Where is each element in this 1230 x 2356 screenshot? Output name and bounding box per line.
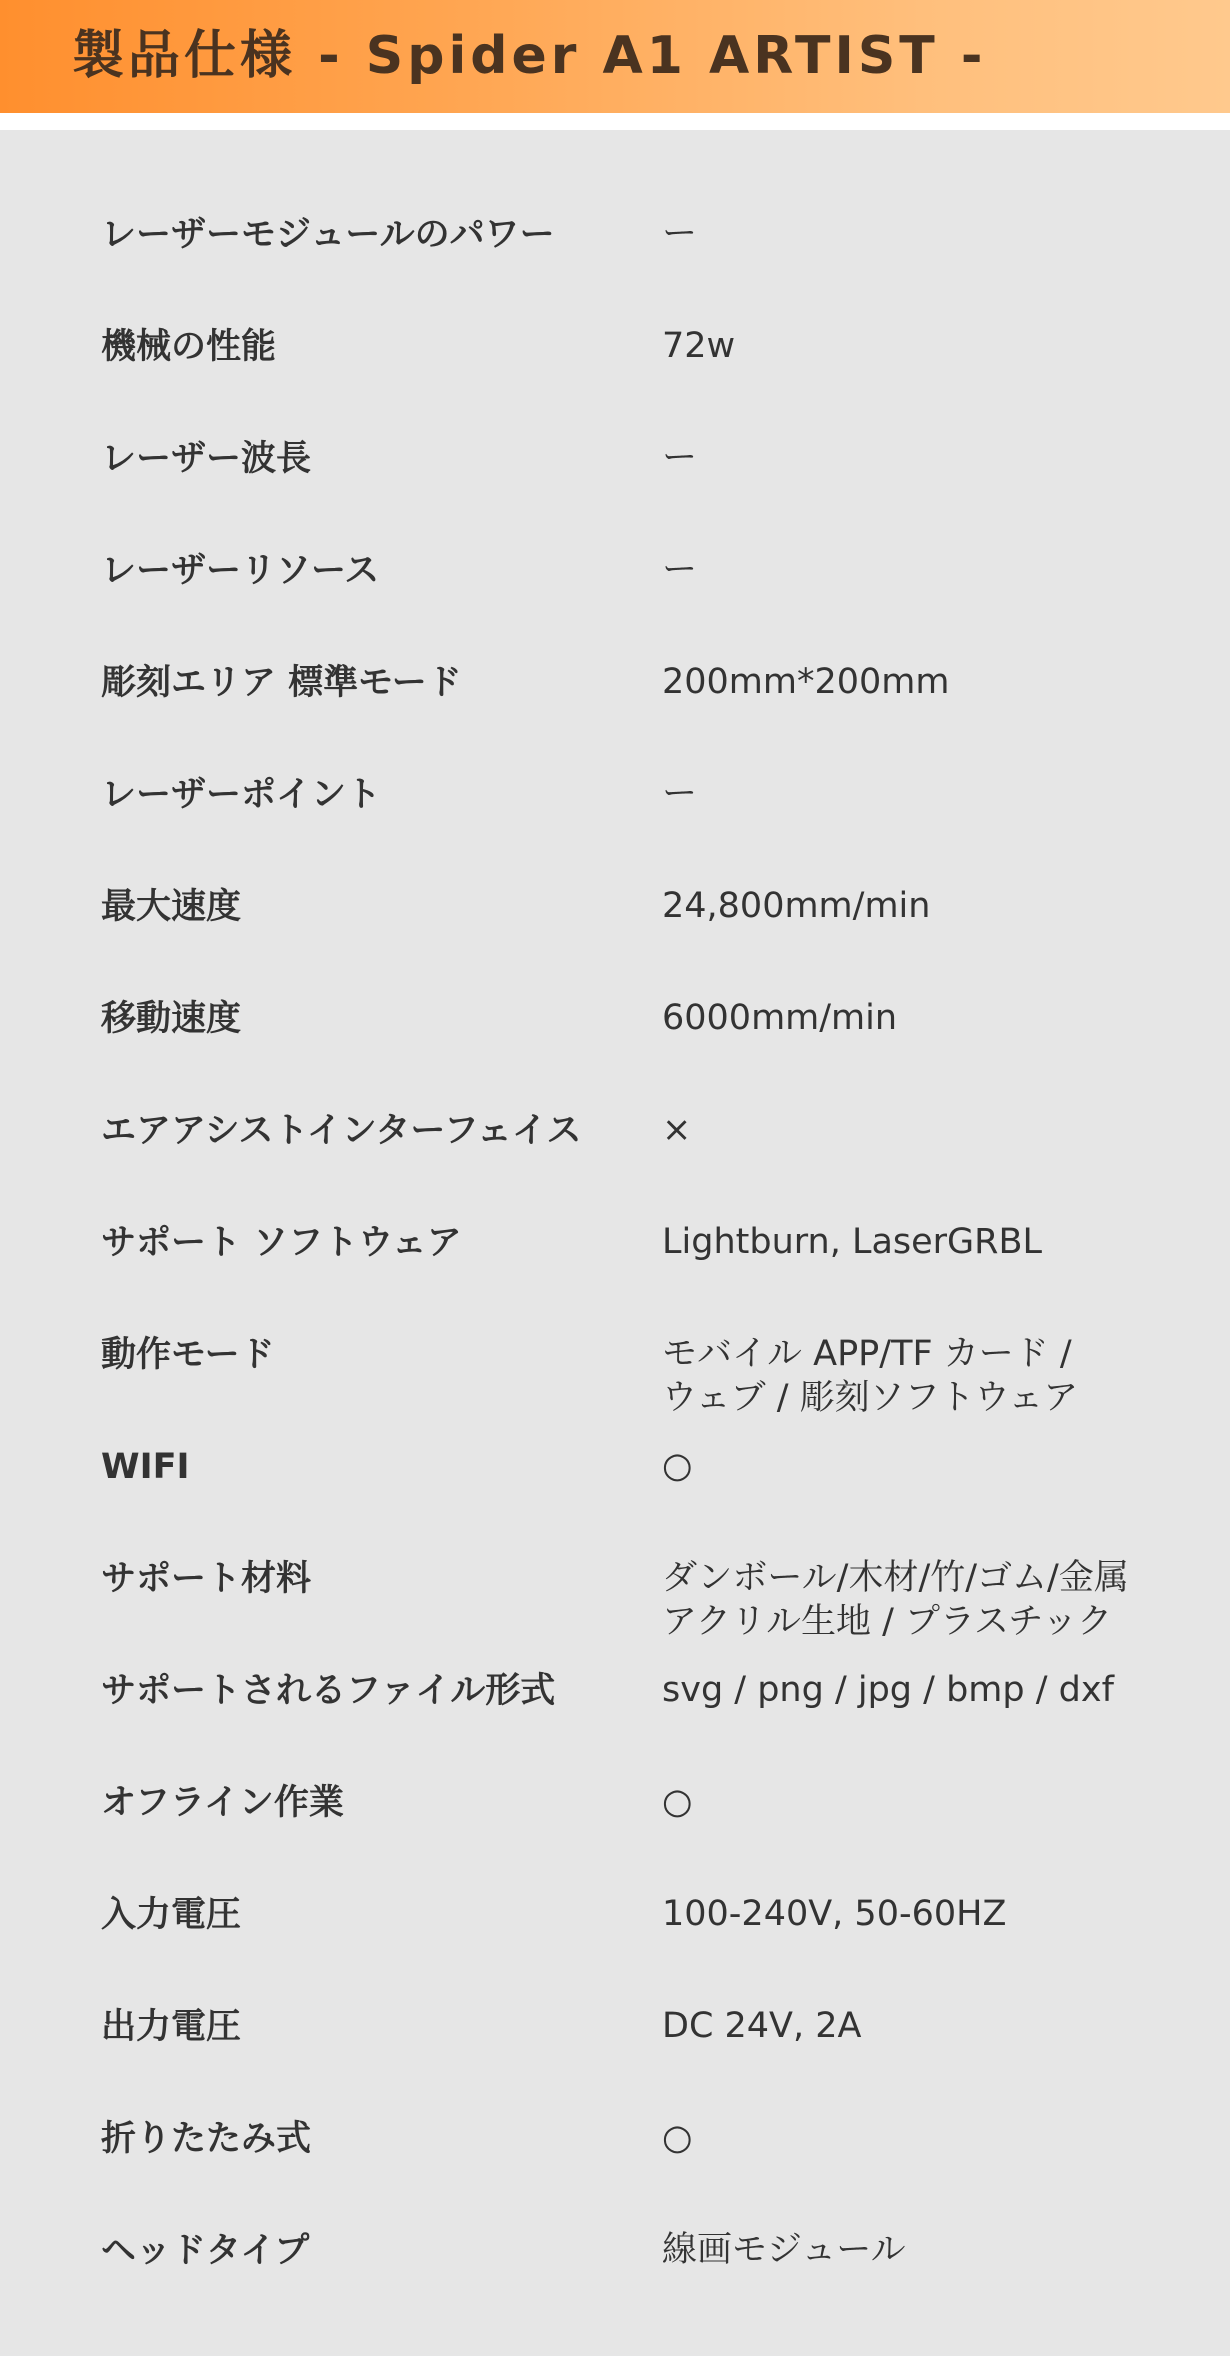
spec-row-wifi — [0, 1444, 1230, 1556]
spec-label: レーザー波長 — [101, 439, 312, 479]
spec-label: 出力電圧 — [101, 2007, 242, 2047]
spec-value-line: 100-240V, 50-60HZ — [662, 1894, 1007, 1934]
spec-value — [662, 2228, 1202, 2272]
spec-value-line: svg / png / jpg / bmp / dxf — [662, 1670, 1114, 1710]
spec-value-line: ウェブ / 彫刻ソフトウェア — [662, 1378, 1079, 1418]
spec-value-line: 24,800mm/min — [662, 886, 931, 926]
spec-label: エアアシストインターフェイス — [101, 1111, 582, 1151]
spec-value — [662, 1668, 1202, 1712]
spec-value — [662, 548, 1202, 592]
spec-value-line: ○ — [662, 2118, 693, 2158]
spec-value-line: 線画モジュール — [662, 2230, 906, 2270]
spec-value-line: モバイル APP/TF カード / — [662, 1334, 1072, 1374]
spec-label: ヘッドタイプ — [101, 2231, 310, 2271]
spec-table — [0, 130, 1230, 2356]
spec-value — [662, 1220, 1202, 1264]
page-title: 製品仕様 - Spider A1 ARTIST - — [72, 26, 987, 86]
spec-row-input-voltage — [0, 1892, 1230, 2004]
spec-value-line: Lightburn, LaserGRBL — [662, 1222, 1043, 1262]
spec-value — [662, 436, 1202, 480]
spec-value — [662, 212, 1202, 256]
spec-value — [662, 1780, 1202, 1824]
spec-label: サポート ソフトウェア — [101, 1223, 462, 1263]
spec-row-laser-point — [0, 772, 1230, 884]
spec-label: 折りたたみ式 — [101, 2119, 312, 2159]
spec-value — [662, 1108, 1202, 1152]
spec-row-max-speed — [0, 884, 1230, 996]
spec-value-line: ー — [662, 214, 698, 254]
spec-value — [662, 324, 1202, 368]
spec-value-line: 6000mm/min — [662, 998, 898, 1038]
spec-label: 機械の性能 — [101, 327, 277, 367]
spec-row-travel-speed — [0, 996, 1230, 1108]
spec-row-laser-wavelength — [0, 436, 1230, 548]
spec-value — [662, 884, 1202, 928]
spec-value — [662, 1892, 1202, 1936]
spec-value — [662, 996, 1202, 1040]
spec-row-machine-performance — [0, 324, 1230, 436]
spec-label: オフライン作業 — [101, 1783, 344, 1823]
spec-row-engraving-area — [0, 660, 1230, 772]
spec-row-output-voltage — [0, 2004, 1230, 2116]
spec-row-laser-source — [0, 548, 1230, 660]
spec-label: レーザーリソース — [101, 551, 380, 591]
spec-row-supported-software — [0, 1220, 1230, 1332]
spec-row-head-type — [0, 2228, 1230, 2340]
spec-label: レーザーモジュールのパワー — [101, 215, 555, 255]
spec-value-line: × — [662, 1110, 692, 1150]
spec-label: 移動速度 — [101, 999, 242, 1039]
spec-label: レーザーポイント — [101, 775, 382, 815]
spec-value — [662, 1556, 1202, 1644]
spec-label: 彫刻エリア 標準モード — [101, 663, 462, 703]
header-banner — [0, 0, 1230, 113]
spec-value-line: ○ — [662, 1446, 693, 1486]
spec-value — [662, 1332, 1202, 1420]
spec-value-line: ダンボール/木材/竹/ゴム/金属 — [662, 1558, 1129, 1598]
spec-value-line: DC 24V, 2A — [662, 2006, 862, 2046]
spec-value-line: ー — [662, 438, 698, 478]
spec-row-file-formats — [0, 1668, 1230, 1780]
spec-row-offline-work — [0, 1780, 1230, 1892]
spec-value — [662, 2116, 1202, 2160]
spec-value-line: ○ — [662, 1782, 693, 1822]
spec-value — [662, 660, 1202, 704]
spec-value — [662, 2004, 1202, 2048]
spec-label: WIFI — [101, 1447, 190, 1487]
spec-value — [662, 1444, 1202, 1488]
spec-row-air-assist-interface — [0, 1108, 1230, 1220]
spec-row-operation-mode — [0, 1332, 1230, 1444]
spec-value-line: 200mm*200mm — [662, 662, 950, 702]
spec-value-line: アクリル生地 / プラスチック — [662, 1602, 1113, 1642]
spec-label: サポートされるファイル形式 — [101, 1671, 556, 1711]
spec-label: 動作モード — [101, 1335, 275, 1375]
spec-label: 入力電圧 — [101, 1895, 242, 1935]
spec-value — [662, 772, 1202, 816]
spec-row-laser-module-power — [0, 212, 1230, 324]
spec-value-line: ー — [662, 774, 698, 814]
spec-value-line: ー — [662, 550, 698, 590]
spec-label: 最大速度 — [101, 887, 242, 927]
spec-row-foldable — [0, 2116, 1230, 2228]
spec-row-supported-materials — [0, 1556, 1230, 1668]
spec-value-line: 72w — [662, 326, 736, 366]
spec-label: サポート材料 — [101, 1559, 312, 1599]
